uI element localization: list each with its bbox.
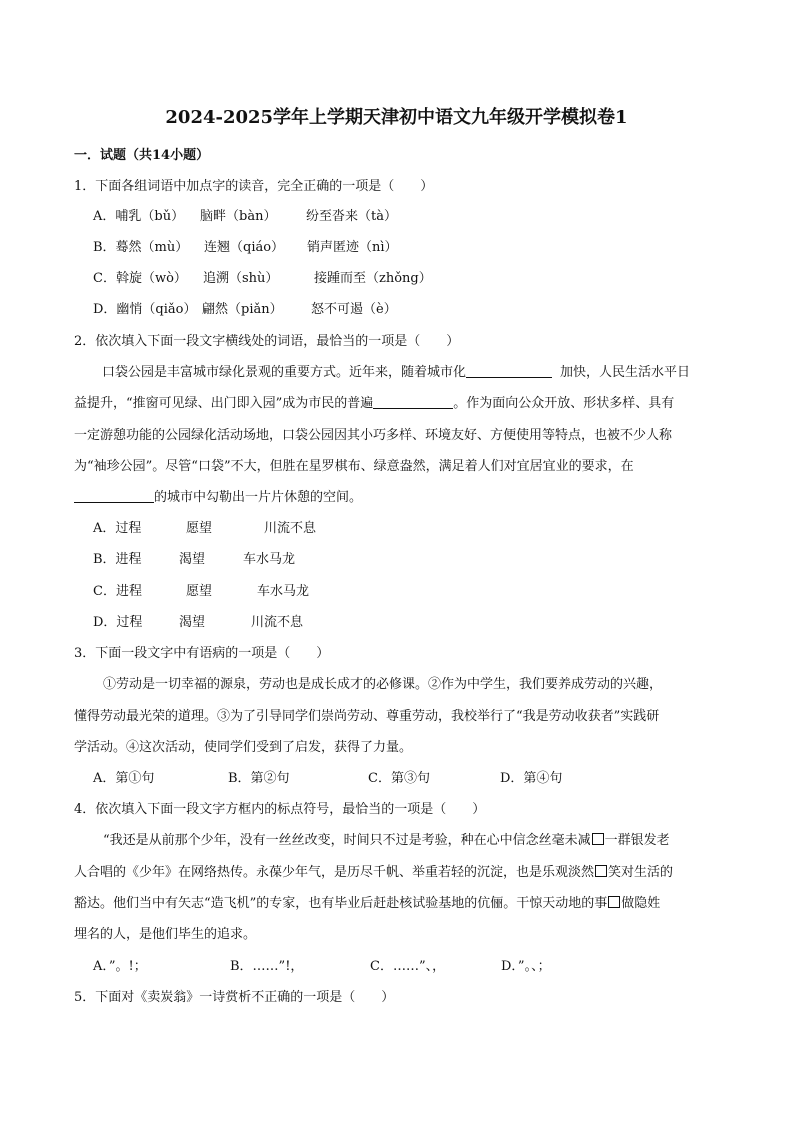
passage-line bbox=[102, 361, 690, 380]
option-term: B．蓦然（mù） bbox=[93, 240, 189, 255]
option-c: C．……”、， bbox=[370, 959, 446, 974]
option-term: 追溯（shù） bbox=[203, 271, 279, 286]
passage-text: 益提升，“推窗可见绿、出门即入园”成为市民的普遍 bbox=[74, 396, 374, 411]
option-term: D．幽悄（qiǎo） bbox=[93, 302, 197, 317]
question-1-option-a bbox=[93, 205, 397, 224]
punctuation-box bbox=[608, 896, 620, 908]
fill-blank bbox=[373, 395, 453, 409]
passage-text: 豁达。他们当中有矢志“造飞机”的专家，也有毕业后赶赴核试验基地的伉俪。干惊天动地的事 bbox=[74, 896, 608, 911]
option-term: D．过程 bbox=[93, 615, 143, 630]
question-4-stem: 4．依次填入下面一段文字方框内的标点符号，最恰当的一项是（ ） bbox=[74, 802, 486, 817]
option-a: A．第①句 bbox=[93, 771, 155, 786]
passage-line bbox=[103, 829, 670, 848]
option-term: 脑畔（bàn） bbox=[200, 209, 277, 224]
option-term: 愿望 bbox=[186, 584, 213, 599]
option-term: 渴望 bbox=[179, 615, 206, 630]
question-4-options bbox=[93, 955, 551, 974]
question-2-option-d bbox=[93, 611, 303, 630]
option-term: 车水马龙 bbox=[243, 552, 296, 567]
option-c: C．第③句 bbox=[368, 771, 430, 786]
page-title: 2024-2025学年上学期天津初中语文九年级开学模拟卷1 bbox=[165, 107, 628, 128]
fill-blank bbox=[466, 364, 552, 378]
fill-blank bbox=[74, 489, 154, 503]
passage-text: 的城市中勾勒出一片片休憩的空间。 bbox=[154, 490, 363, 505]
option-term: 车水马龙 bbox=[257, 584, 310, 599]
question-1-option-d bbox=[93, 298, 397, 317]
option-term: 怒不可遏（è） bbox=[311, 302, 397, 317]
option-term: 川流不息 bbox=[264, 521, 317, 536]
option-term: 川流不息 bbox=[251, 615, 304, 630]
passage-text: 人合唱的《少年》在网络热传。永葆少年气，是历尽千帆、举重若轻的沉淀，也是乐观淡然 bbox=[74, 865, 595, 880]
option-term: A．哺乳（bǔ） bbox=[93, 209, 185, 224]
passage-text: 。作为面向公众开放、形状多样、具有 bbox=[453, 396, 675, 411]
question-2-option-c bbox=[93, 580, 309, 599]
passage-line: 为“袖珍公园”。尽管“口袋”不大，但胜在星罗棋布、绿意盎然，满足着人们对宜居宜业的要求，在 bbox=[74, 459, 634, 474]
passage-text: 笑对生活的 bbox=[608, 865, 674, 880]
question-1-option-b bbox=[93, 236, 398, 255]
option-term: A．过程 bbox=[93, 521, 142, 536]
option-d: D．第④句 bbox=[500, 771, 563, 786]
passage-text: “我还是从前那个少年，没有一丝丝改变，时间只不过是考验，种在心中信念丝毫未减 bbox=[103, 833, 591, 848]
question-2-stem: 2．依次填入下面一段文字横线处的词语，最恰当的一项是（ ） bbox=[74, 334, 460, 349]
punctuation-box bbox=[592, 833, 604, 845]
passage-text: 做隐姓 bbox=[621, 896, 661, 911]
option-d: D．”。、； bbox=[501, 959, 551, 974]
question-5-stem: 5．下面对《卖炭翁》一诗赏析不正确的一项是（ ） bbox=[74, 990, 395, 1005]
option-term: 纷至沓来（tà） bbox=[306, 209, 397, 224]
option-term: 接踵而至（zhǒng） bbox=[314, 271, 432, 286]
passage-line: 学活动。④这次活动，使同学们受到了启发，获得了力量。 bbox=[74, 740, 413, 755]
passage-line bbox=[74, 892, 660, 911]
passage-line: 一定游憩功能的公园绿化活动场地，口袋公园因其小巧多样、环境友好、方便使用等特点，也被不少人称 bbox=[74, 428, 673, 443]
option-b: B．……”!， bbox=[230, 959, 304, 974]
question-2-option-b bbox=[93, 548, 295, 567]
passage-text: 加快，人民生活水平日 bbox=[560, 365, 691, 380]
option-term: 愿望 bbox=[186, 521, 213, 536]
punctuation-box bbox=[595, 865, 607, 877]
question-1-stem: 1．下面各组词语中加点字的读音，完全正确的一项是（ ） bbox=[74, 179, 434, 194]
option-term: C．进程 bbox=[93, 584, 142, 599]
passage-line bbox=[74, 392, 674, 411]
question-3-stem: 3．下面一段文字中有语病的一项是（ ） bbox=[74, 646, 330, 661]
passage-line: ①劳动是一切幸福的源泉，劳动也是成长成才的必修课。②作为中学生，我们要养成劳动的兴趣， bbox=[103, 677, 663, 692]
option-term: 连翘（qiáo） bbox=[204, 240, 285, 255]
passage-text: 口袋公园是丰富城市绿化景观的重要方式。近年来，随着城市化 bbox=[102, 365, 467, 380]
passage-text: 一群银发老 bbox=[604, 833, 670, 848]
option-term: C．斡旋（wò） bbox=[93, 271, 187, 286]
question-1-option-c bbox=[93, 267, 432, 286]
passage-line bbox=[74, 861, 673, 880]
passage-line: 埋名的人，是他们毕生的追求。 bbox=[74, 927, 257, 942]
option-term: 翩然（piǎn） bbox=[202, 302, 283, 317]
question-3-options bbox=[93, 767, 562, 786]
option-term: B．进程 bbox=[93, 552, 142, 567]
option-a: A．”。!； bbox=[93, 959, 147, 974]
question-2-option-a bbox=[93, 517, 316, 536]
section-heading: 一．试题（共14小题） bbox=[74, 148, 210, 163]
option-term: 渴望 bbox=[179, 552, 206, 567]
option-b: B．第②句 bbox=[228, 771, 290, 786]
option-term: 销声匿迹（nì） bbox=[307, 240, 398, 255]
passage-line bbox=[74, 486, 362, 505]
passage-line: 懂得劳动最光荣的道理。③为了引导同学们崇尚劳动、尊重劳动，我校举行了“我是劳动收获者”实践研 bbox=[74, 709, 660, 724]
